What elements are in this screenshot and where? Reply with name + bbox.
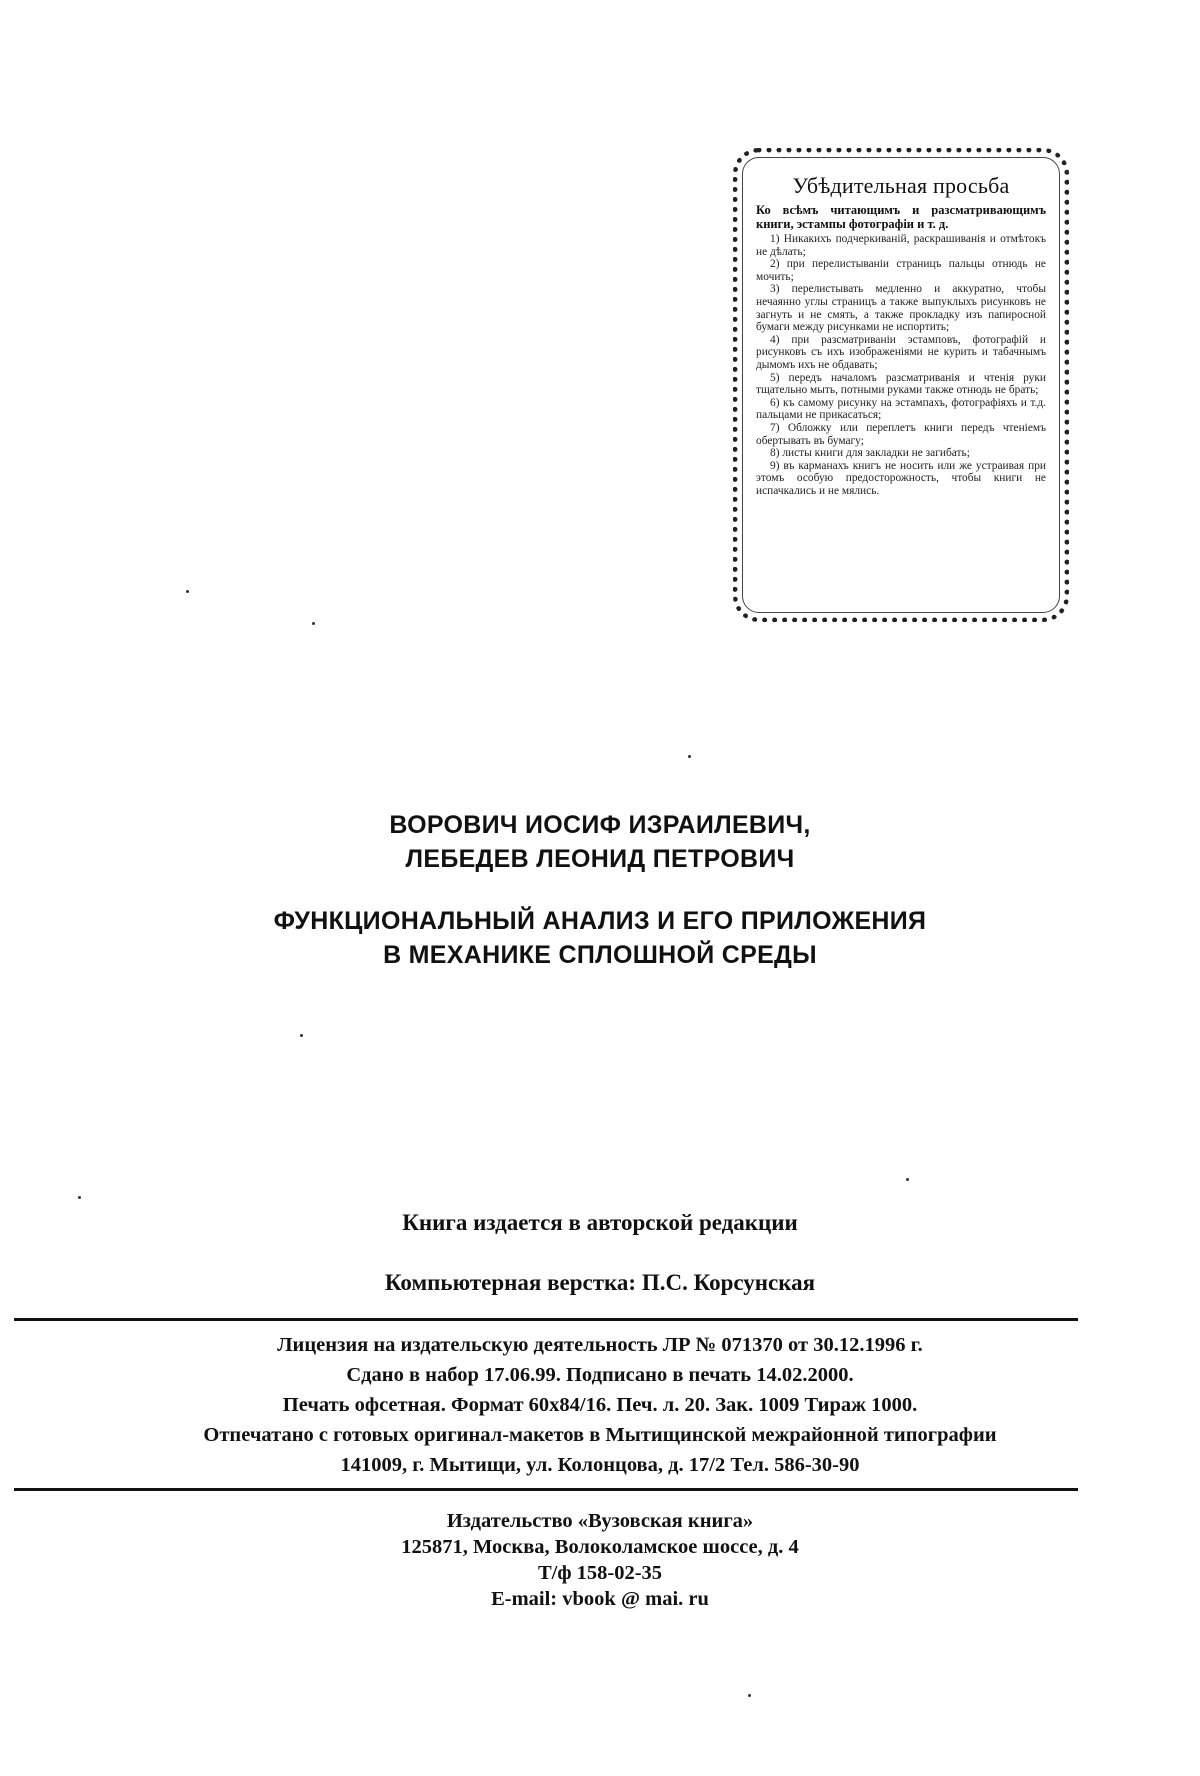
request-rule: 8) листы книги для закладки не загибать; xyxy=(770,447,970,460)
request-box xyxy=(733,148,1069,622)
layout-credit: Компьютерная верстка: П.С. Корсунская xyxy=(384,1270,816,1295)
title-line: ФУНКЦИОНАЛЬНЫЙ АНАЛИЗ И ЕГО ПРИЛОЖЕНИЯ xyxy=(273,907,927,935)
request-rule: 1) Никакихъ подчеркиваній, раскрашиванія и отмѣтокъ не дѣлать; xyxy=(756,233,1046,258)
scan-speck xyxy=(78,1196,81,1199)
request-rule: 7) Обложку или переплетъ книги передъ чтеніемъ обертывать въ бумагу; xyxy=(756,421,1046,447)
scan-speck xyxy=(688,755,691,758)
license-line: Лицензия на издательскую деятельность ЛР № 071370 от 30.12.1996 г. xyxy=(277,1334,923,1356)
license-line: Отпечатано с готовых оригинал-макетов в Мытищинской межрайонной типографии xyxy=(203,1424,997,1446)
scan-speck xyxy=(300,1034,303,1037)
request-box-title: Убѣдительная просьба xyxy=(792,173,1010,198)
author-line: ЛЕБЕДЕВ ЛЕОНИД ПЕТРОВИЧ xyxy=(405,845,795,873)
publisher-line: Издательство «Вузовская книга» xyxy=(446,1510,754,1532)
request-rule: 5) передъ началомъ разсматриванія и чтенія руки тщательно мыть, потными руками также отнюдь не брать; xyxy=(756,371,1046,397)
request-rule: 9) въ карманахъ книгъ не носить или же устраивая при этомъ особую предосторожность, чтобы книги не испачкались и не мялись. xyxy=(756,459,1046,497)
authors xyxy=(0,808,1200,876)
request-rule: 4) при разсматриваніи эстамповъ, фотографій и рисунковъ съ ихъ изображеніями не курить и табачнымъ дымомъ ихъ не обдавать; xyxy=(756,333,1046,371)
scan-speck xyxy=(748,1694,751,1697)
book-title xyxy=(0,904,1200,972)
title-line: В МЕХАНИКЕ СПЛОШНОЙ СРЕДЫ xyxy=(383,941,817,969)
request-rule: 2) при перелистываніи страницъ пальцы отнюдь не мочить; xyxy=(756,258,1046,283)
license-line: 141009, г. Мытищи, ул. Колонцова, д. 17/2 Тел. 586-30-90 xyxy=(340,1454,860,1476)
publisher-block xyxy=(0,1508,1200,1612)
request-rule: 3) перелистывать медленно и аккуратно, чтобы нечаянно углы страницъ а также выпуклыхъ рисунковъ не загнуть и не смять, а также прокладку изъ папиросной бумаги между рисунками не испортить; xyxy=(756,283,1046,334)
scan-speck xyxy=(312,622,315,625)
author-line: ВОРОВИЧ ИОСИФ ИЗРАИЛЕВИЧ, xyxy=(389,811,811,839)
request-rule: 6) къ самому рисунку на эстампахъ, фотографіяхъ и т.д. пальцами не прикасаться; xyxy=(756,396,1046,422)
license-block xyxy=(0,1330,1200,1480)
license-line: Печать офсетная. Формат 60х84/16. Печ. л. 20. Зак. 1009 Тираж 1000. xyxy=(282,1394,918,1416)
scan-speck xyxy=(186,590,189,593)
request-box-intro: Ко всѣмъ читающимъ и разсматривающимъ книги, эстампы фотографіи и т. д. xyxy=(756,203,1046,231)
divider xyxy=(14,1318,1078,1321)
publisher-line: E-mail: vbook @ mai. ru xyxy=(491,1588,709,1610)
scan-speck xyxy=(906,1178,909,1181)
edition-note: Книга издается в авторской редакции xyxy=(402,1210,798,1235)
divider xyxy=(14,1488,1078,1491)
publisher-line: Т/ф 158-02-35 xyxy=(537,1562,663,1584)
publisher-line: 125871, Москва, Волоколамское шоссе, д. 4 xyxy=(401,1536,799,1558)
license-line: Сдано в набор 17.06.99. Подписано в печать 14.02.2000. xyxy=(346,1364,854,1386)
